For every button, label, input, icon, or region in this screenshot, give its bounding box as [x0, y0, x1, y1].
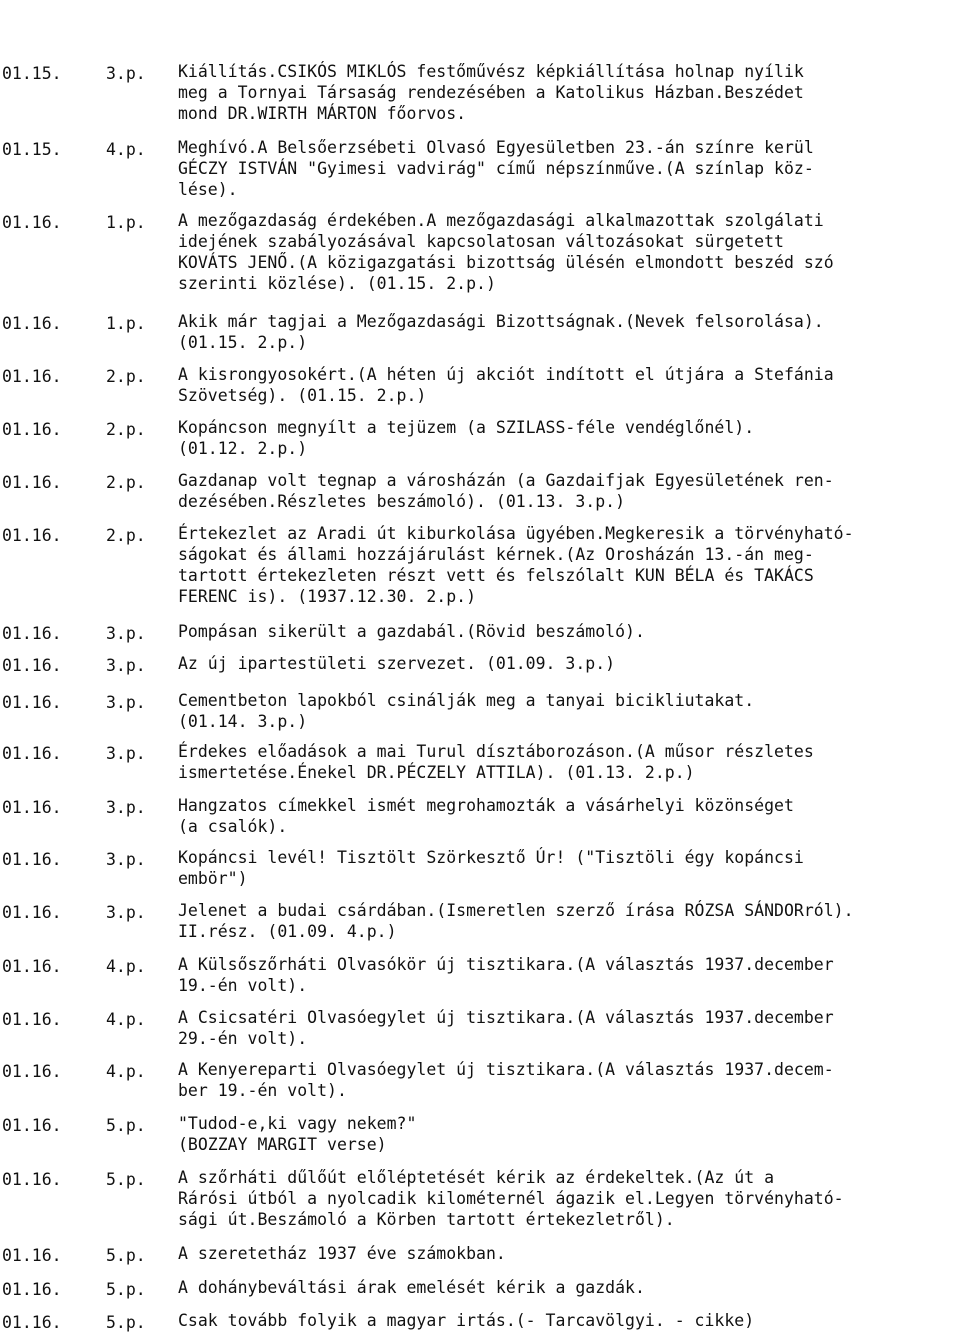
entry-text: [178, 1059, 960, 1101]
entry-text: [178, 1007, 960, 1049]
entry-page: 3.p.: [106, 850, 146, 869]
entry-page: 2.p.: [106, 420, 146, 439]
entry-date: 01.16.: [2, 473, 62, 492]
entry-date: 01.16.: [2, 1116, 62, 1135]
entry-page: 3.p.: [106, 656, 146, 675]
entry-text: [178, 1277, 960, 1298]
entry-page: 5.p.: [106, 1313, 146, 1332]
entry-line: Kiállítás.CSIKÓS MIKLÓS festőművész képkiállítása holnap nyílik: [178, 62, 804, 81]
entry-text: [178, 690, 960, 732]
entry-page: 2.p.: [106, 526, 146, 545]
entry-text: [178, 210, 960, 294]
entry-line: Kopáncsi levél! Tisztölt Szörkesztő Úr! ("Tisztöli égy kopáncsi: [178, 848, 804, 867]
entry-text: [178, 364, 960, 406]
entry-page: 3.p.: [106, 744, 146, 763]
entry-line: Gazdanap volt tegnap a városházán (a Gazdaifjak Egyesületének ren-: [178, 471, 834, 490]
entry-page: 1.p.: [106, 314, 146, 333]
entry-line: ber 19.-én volt).: [178, 1081, 347, 1100]
entry-text: [178, 311, 960, 353]
entry-text: [178, 795, 960, 837]
entry-line: tartott értekezleten részt vett és felszólalt KUN BÉLA és TAKÁCS: [178, 566, 814, 585]
entry-text: [178, 621, 960, 642]
entry-line: (01.12. 2.p.): [178, 439, 308, 458]
entry-line: A mezőgazdaság érdekében.A mezőgazdasági alkalmazottak szolgálati: [178, 211, 824, 230]
entry-text: [178, 1167, 960, 1230]
entry-date: 01.16.: [2, 903, 62, 922]
entry-line: Hangzatos címekkel ismét megrohamozták a vásárhelyi közönséget: [178, 796, 794, 815]
entry-date: 01.16.: [2, 850, 62, 869]
entry-line: Értekezlet az Aradi út kiburkolása ügyében.Megkeresik a törvényható-: [178, 524, 854, 543]
entry-date: 01.16.: [2, 798, 62, 817]
entry-text: [178, 653, 960, 674]
entry-line: A Kenyereparti Olvasóegylet új tisztikara.(A választás 1937.decem-: [178, 1060, 834, 1079]
entry-page: 4.p.: [106, 1062, 146, 1081]
entry-page: 2.p.: [106, 367, 146, 386]
entry-page: 4.p.: [106, 140, 146, 159]
entry-line: meg a Tornyai Társaság rendezésében a Katolikus Házban.Beszédet: [178, 83, 804, 102]
entry-date: 01.16.: [2, 1246, 62, 1265]
entry-line: (01.14. 3.p.): [178, 712, 308, 731]
entry-text: [178, 523, 960, 607]
entry-date: 01.15.: [2, 140, 62, 159]
entry-page: 3.p.: [106, 798, 146, 817]
entry-line: GÉCZY ISTVÁN "Gyimesi vadvirág" című népszínműve.(A színlap köz-: [178, 159, 814, 178]
entry-line: Csak tovább folyik a magyar irtás.(- Tarcavölgyi. - cikke): [178, 1311, 755, 1330]
entry-date: 01.16.: [2, 526, 62, 545]
entry-line: A Külsőszőrháti Olvasókör új tisztikara.(A választás 1937.december: [178, 955, 834, 974]
entry-page: 5.p.: [106, 1246, 146, 1265]
entry-page: 3.p.: [106, 64, 146, 83]
entry-page: 2.p.: [106, 473, 146, 492]
entry-line: Akik már tagjai a Mezőgazdasági Bizottságnak.(Nevek felsorolása).: [178, 312, 824, 331]
entry-line: Jelenet a budai csárdában.(Ismeretlen szerző írása RÓZSA SÁNDORról).: [178, 901, 854, 920]
entry-text: [178, 417, 960, 459]
entry-text: [178, 137, 960, 200]
entry-date: 01.16.: [2, 213, 62, 232]
entry-line: Cementbeton lapokból csinálják meg a tanyai bicikliutakat.: [178, 691, 755, 710]
entry-line: ságokat és állami hozzájárulást kérnek.(Az Orosházán 13.-án meg-: [178, 545, 814, 564]
entry-text: [178, 61, 960, 124]
entry-date: 01.16.: [2, 1010, 62, 1029]
entry-date: 01.16.: [2, 693, 62, 712]
entry-line: idejének szabályozásával kapcsolatosan változásokat sürgetett: [178, 232, 784, 251]
entry-line: dezésében.Részletes beszámoló). (01.13. 3.p.): [178, 492, 626, 511]
entry-line: 29.-én volt).: [178, 1029, 308, 1048]
entry-page: 3.p.: [106, 903, 146, 922]
entry-text: [178, 1310, 960, 1331]
entry-text: [178, 470, 960, 512]
entry-date: 01.16.: [2, 420, 62, 439]
entry-text: [178, 954, 960, 996]
entry-line: A kisrongyosokért.(A héten új akciót indított el útjára a Stefánia: [178, 365, 834, 384]
entry-text: [178, 741, 960, 783]
entry-line: (a csalók).: [178, 817, 288, 836]
entry-line: szerinti közlése). (01.15. 2.p.): [178, 274, 496, 293]
entry-page: 4.p.: [106, 1010, 146, 1029]
entry-page: 5.p.: [106, 1170, 146, 1189]
entry-line: Meghívó.A Belsőerzsébeti Olvasó Egyesületben 23.-án színre kerül: [178, 138, 814, 157]
entry-date: 01.16.: [2, 367, 62, 386]
entry-line: A Csicsatéri Olvasóegylet új tisztikara.(A választás 1937.december: [178, 1008, 834, 1027]
entry-line: mond DR.WIRTH MÁRTON főorvos.: [178, 104, 467, 123]
entry-line: Pompásan sikerült a gazdabál.(Rövid beszámoló).: [178, 622, 645, 641]
entry-text: [178, 1243, 960, 1264]
entry-line: embör"): [178, 869, 248, 888]
entry-line: Rárósi útból a nyolcadik kilométernél ágazik el.Legyen törvényható-: [178, 1189, 844, 1208]
entry-line: Szövetség). (01.15. 2.p.): [178, 386, 427, 405]
entry-line: 19.-én volt).: [178, 976, 308, 995]
entry-line: Érdekes előadások a mai Turul dísztáborozáson.(A műsor részletes: [178, 742, 814, 761]
entry-date: 01.16.: [2, 624, 62, 643]
entry-line: lése).: [178, 180, 238, 199]
entry-date: 01.16.: [2, 1062, 62, 1081]
entry-line: sági út.Beszámoló a Körben tartott értekezletről).: [178, 1210, 675, 1229]
entry-page: 5.p.: [106, 1280, 146, 1299]
entry-line: II.rész. (01.09. 4.p.): [178, 922, 397, 941]
entry-line: A szőrháti dűlőút előléptetését kérik az érdekeltek.(Az út a: [178, 1168, 775, 1187]
entry-date: 01.16.: [2, 744, 62, 763]
entry-date: 01.16.: [2, 314, 62, 333]
entry-page: 5.p.: [106, 1116, 146, 1135]
entry-line: "Tudod-e,ki vagy nekem?": [178, 1114, 417, 1133]
entry-page: 3.p.: [106, 624, 146, 643]
entry-page: 1.p.: [106, 213, 146, 232]
entry-date: 01.16.: [2, 957, 62, 976]
entry-date: 01.16.: [2, 1170, 62, 1189]
entry-line: (BOZZAY MARGIT verse): [178, 1135, 387, 1154]
entry-line: A dohánybeváltási árak emelését kérik a gazdák.: [178, 1278, 645, 1297]
entry-date: 01.16.: [2, 1280, 62, 1299]
entry-line: ismertetése.Énekel DR.PÉCZELY ATTILA). (01.13. 2.p.): [178, 763, 695, 782]
entry-line: A szeretetház 1937 éve számokban.: [178, 1244, 506, 1263]
entry-line: KOVÁTS JENŐ.(A közigazgatási bizottság ülésén elmondott beszéd szó: [178, 253, 834, 272]
entry-line: Kopáncson megnyílt a tejüzem (a SZILASS-féle vendéglőnél).: [178, 418, 755, 437]
entry-text: [178, 1113, 960, 1155]
entry-date: 01.16.: [2, 656, 62, 675]
entry-page: 3.p.: [106, 693, 146, 712]
entry-text: [178, 847, 960, 889]
entry-line: FERENC is). (1937.12.30. 2.p.): [178, 587, 477, 606]
entry-date: 01.16.: [2, 1313, 62, 1332]
entry-page: 4.p.: [106, 957, 146, 976]
entry-date: 01.15.: [2, 64, 62, 83]
entry-line: (01.15. 2.p.): [178, 333, 308, 352]
entry-line: Az új ipartestületi szervezet. (01.09. 3.p.): [178, 654, 616, 673]
entry-text: [178, 900, 960, 942]
